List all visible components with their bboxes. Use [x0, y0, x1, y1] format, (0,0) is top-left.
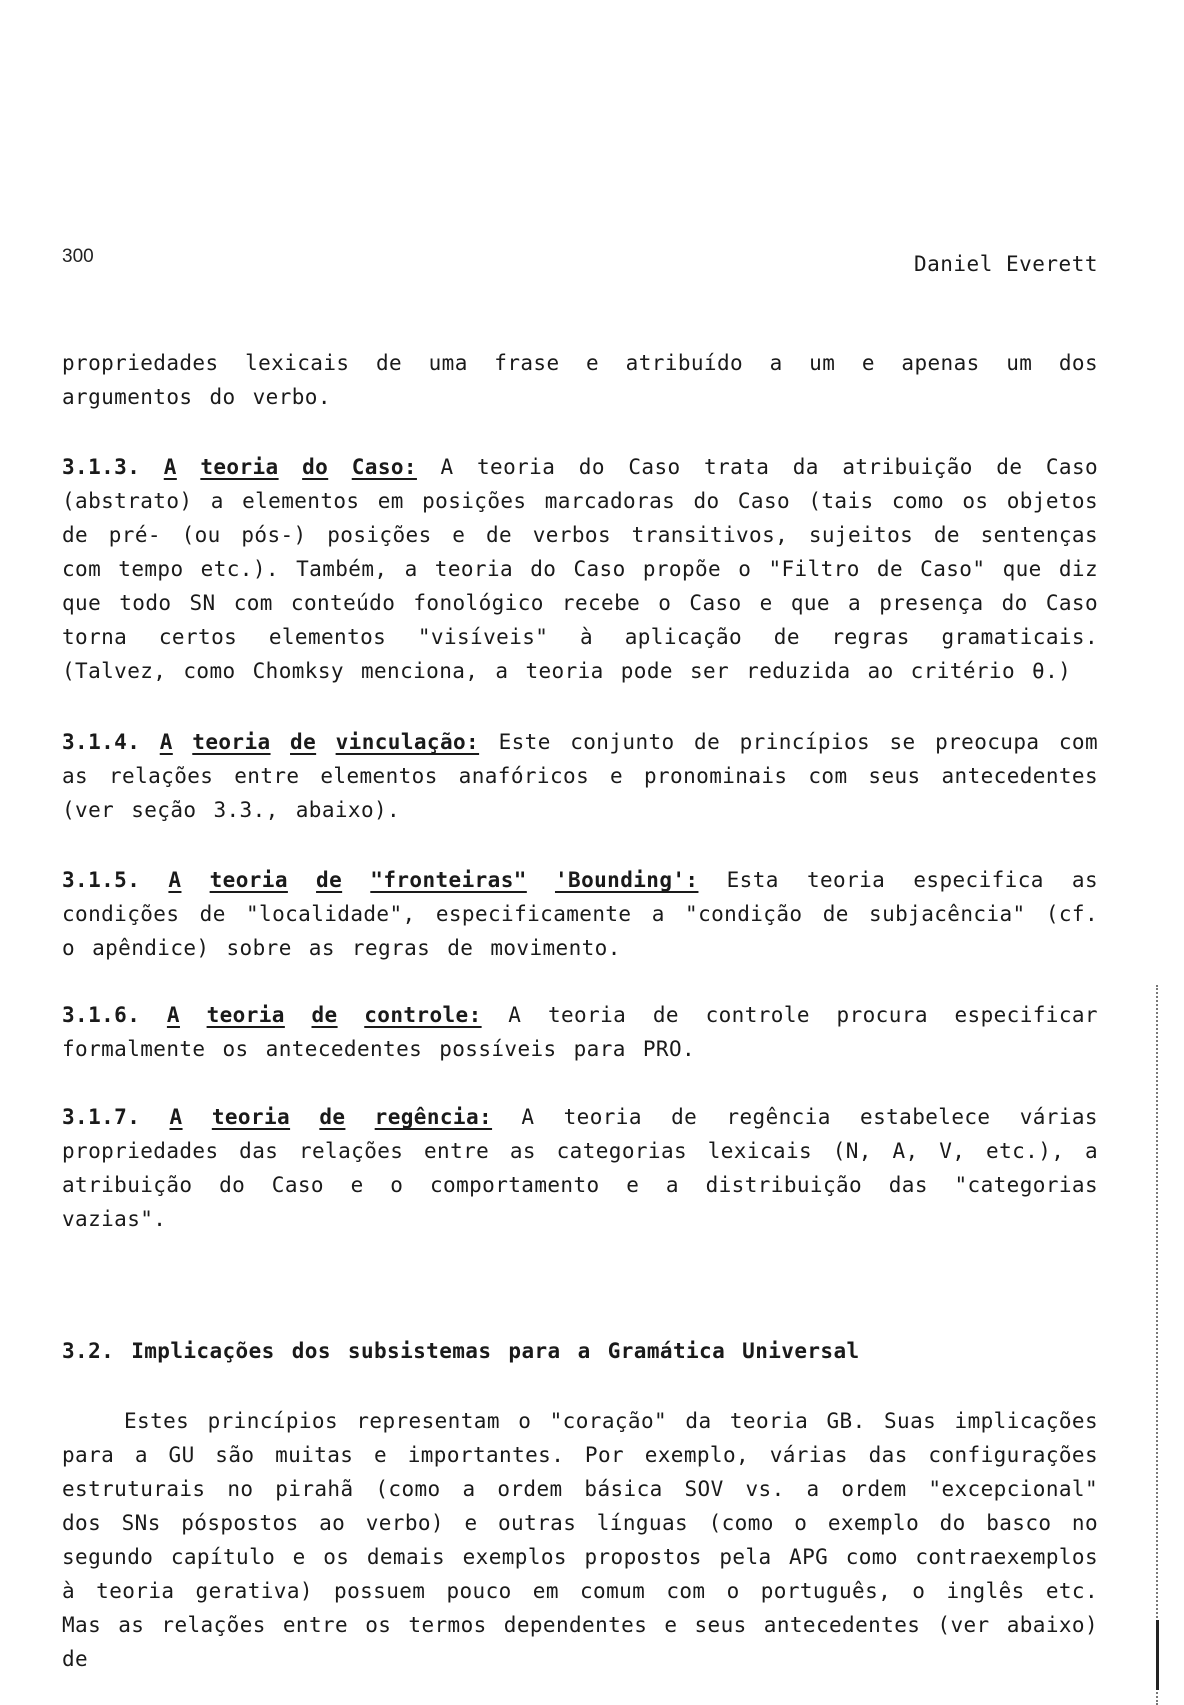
section-title-word: de — [319, 1105, 346, 1129]
section-text: A teoria de controle procura especificar formalmente os antecedentes possíveis para PRO. — [62, 1003, 1098, 1061]
section-title-a: A — [166, 1003, 180, 1027]
section-title-a: A — [159, 730, 173, 754]
section-number: 3.1.5. — [62, 868, 141, 892]
section-3-1-7 — [62, 1100, 1098, 1236]
section-title-word: "fronteiras" — [370, 868, 527, 892]
section-title-word: teoria — [206, 1003, 285, 1027]
section-number: 3.1.3. — [62, 455, 141, 479]
section-title-a: A — [163, 455, 177, 479]
section-text: A teoria do Caso trata da atribuição de Caso (abstrato) a elementos em posições marcadoras do Caso (tais como os objetos de pré- (ou pós-) posições e de verbos transitivos, sujeitos de sentenças com tempo etc.). Também, a teoria do Caso propõe o "Filtro de Caso" que diz que todo SN com conteúdo fonológico recebe o Caso e que a presença do Caso torna certos elementos "visíveis" à aplicação de regras gramaticais. (Talvez, como Chomksy menciona, a teoria pode ser reduzida ao critério θ.) — [62, 455, 1099, 683]
section-title-word: controle: — [364, 1003, 482, 1027]
section-title-word: teoria — [192, 730, 271, 754]
section-title-word: vinculação: — [335, 730, 480, 754]
paragraph-continuation: propriedades lexicais de uma frase e atribuído a um e apenas um dos argumentos do verbo. — [62, 351, 1098, 409]
paragraph-body: Estes princípios representam o "coração" da teoria GB. Suas implicações para a GU são muitas e importantes. Por exemplo, várias das configurações estruturais no pirahã (como a ordem básica SOV vs. a ordem "excepcional" dos SNs póspostos ao verbo) e outras línguas (como o exemplo do basco no segundo capítulo e os demais exemplos propostos pela APG como contraexemplos à teoria gerativa) possuem pouco em comum com o português, o inglês etc. Mas as relações entre os termos dependentes e seus antecedentes (ver abaixo) de — [62, 1409, 1098, 1671]
section-title-word: teoria — [211, 1105, 291, 1129]
section-number: 3.1.6. — [62, 1003, 141, 1027]
section-title-word: de — [311, 1003, 338, 1027]
section-3-1-6 — [62, 998, 1098, 1066]
section-number: 3.1.4. — [62, 730, 141, 754]
section-text: A teoria de regência estabelece várias propriedades das relações entre as categorias lexicais (N, A, V, etc.), a atribuição do Caso e o comportamento e a distribuição das "categorias vazias". — [62, 1105, 1098, 1231]
section-3-1-5 — [62, 863, 1098, 965]
section-title-word: teoria — [200, 455, 279, 479]
section-3-1-3 — [62, 450, 1098, 688]
section-heading-3-2: 3.2. Implicações dos subsistemas para a Gramática Universal — [62, 1339, 860, 1363]
section-3-1-4 — [62, 725, 1098, 827]
margin-mark — [1156, 985, 1158, 1705]
section-text: Este conjunto de princípios se preocupa com as relações entre elementos anafóricos e pronominais com seus antecedentes (ver seção 3.3., abaixo). — [62, 730, 1099, 822]
section-title-a: A — [168, 868, 182, 892]
section-title-word: regência: — [374, 1105, 493, 1129]
section-title-word: Caso: — [351, 455, 417, 479]
section-title-word: do — [302, 455, 329, 479]
section-text: Esta teoria especifica as condições de "localidade", especificamente a "condição de subjacência" (cf. o apêndice) sobre as regras de movimento. — [62, 868, 1099, 960]
section-title-word: de — [316, 868, 343, 892]
section-title-word: teoria — [209, 868, 288, 892]
running-head-author: Daniel Everett — [913, 252, 1098, 276]
section-title-word: 'Bounding': — [554, 868, 699, 892]
section-title-a: A — [169, 1105, 183, 1129]
section-title-word: de — [290, 730, 317, 754]
section-number: 3.1.7. — [62, 1105, 141, 1129]
page-number: 300 — [62, 246, 94, 267]
margin-mark — [1156, 1620, 1159, 1690]
